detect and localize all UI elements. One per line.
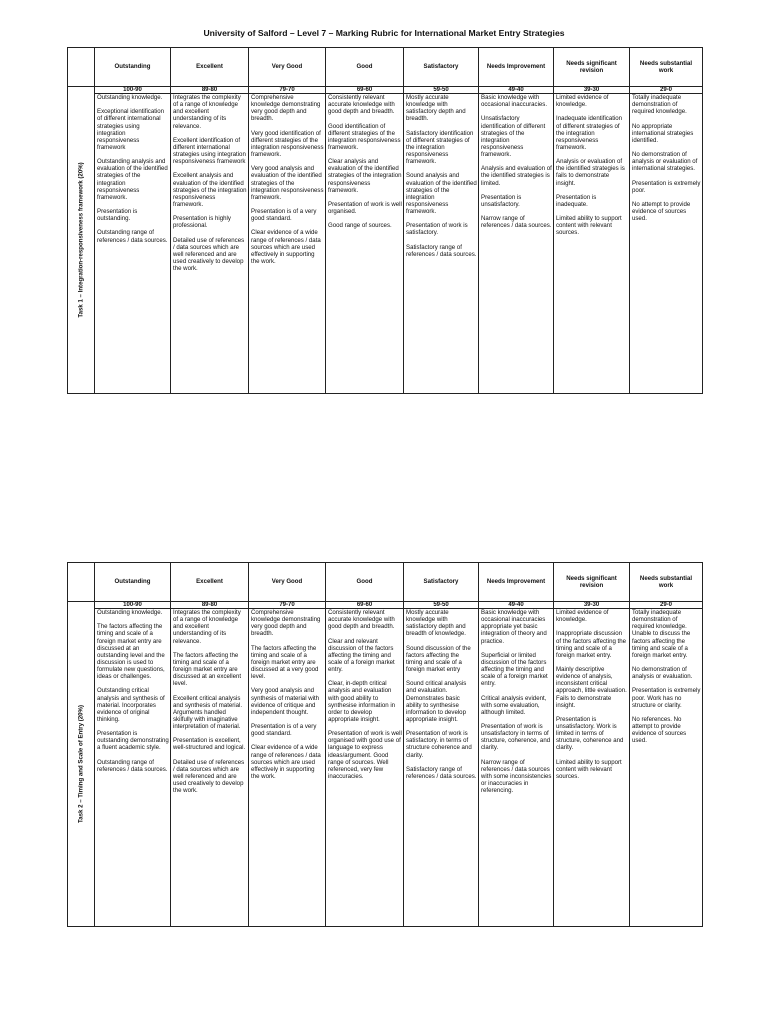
criteria-text: Comprehensive knowledge demonstrating very good depth and breadth. Very good identification of different strategies of the integration responsiveness framework. Very good analysis and evaluation of the identified strategies of the integration responsiveness framework. Presentation is of a very good standard. Clear evidence of a wide range of references / data sources which are used effectively in supporting the work.	[251, 94, 324, 265]
range-cell: 49-40	[479, 602, 554, 609]
criteria-text: Basic knowledge with occasional inaccuracies. Unsatisfactory identification of different strategies of the integration responsiveness framework. Analysis and evaluation of the identified strategies is limited. Presentation is unsatisfactory. Narrow range of references / data sources.	[481, 94, 552, 230]
criteria-row	[68, 94, 703, 394]
task-label: Task 1 – Integration-responsiveness framework (20%)	[77, 162, 85, 318]
col-header: Needs substantial work	[630, 48, 703, 87]
criteria-text: Integrates the complexity of a range of knowledge and excellent understanding of its relevance. The factors affecting the timing and scale of a foreign market entry are discussed at an excellent level. Excellent critical analysis and synthesis of material. Arguments handled skilfully with imaginative interpretation of material. Presentation is excellent, well-structured and logical. Detailed use of references / data sources which are well referenced and are used creatively to develop the work.	[173, 609, 246, 795]
rubric-table-task-2	[67, 562, 703, 927]
criteria-cell	[479, 94, 554, 394]
col-header: Needs significant revision	[554, 563, 630, 602]
range-cell: 89-80	[171, 87, 249, 94]
criteria-cell	[479, 609, 554, 927]
criteria-text: Totally inadequate demonstration of required knowledge. Unable to discuss the factors affecting the timing and scale of a foreign market entry. No demonstration of analysis or evaluation. Presentation is extremely poor. Work has no structure or clarity. No references. No attempt to provide evidence of sources used.	[632, 609, 701, 745]
criteria-cell	[404, 94, 479, 394]
criteria-text: Mostly accurate knowledge with satisfactory depth and breadth. Satisfactory identification of different strategies of the integration responsiveness framework. Sound analysis and evaluation of the identified strategies of the integration responsiveness framework. Presentation of work is satisfactory. Satisfactory range of references / data sources.	[406, 94, 477, 258]
criteria-text: Comprehensive knowledge demonstrating very good depth and breadth. The factors affecting the timing and scale of a foreign market entry are discussed at a very good level. Very good analysis and synthesis of material with evidence of critique and independent thought. Presentation is of a very good standard. Clear evidence of a wide range of references / data sources which are used effectively in supporting the work.	[251, 609, 321, 780]
criteria-cell	[404, 609, 479, 927]
header-row	[68, 48, 703, 87]
range-cell: 100-90	[95, 87, 171, 94]
criteria-text: Outstanding knowledge. The factors affecting the timing and scale of a foreign market entry are discussed at an outstanding level and the discussion is used to formulate new questions, ideas or challenges. Outstanding critical analysis and synthesis of material. Incorporates evidence of original thinking. Presentation is outstanding demonstrating a fluent academic style. Outstanding range of references / data sources.	[97, 609, 169, 773]
col-header: Outstanding	[95, 48, 171, 87]
criteria-text: Limited evidence of knowledge. Inadequate identification of different strategies of the integration responsiveness framework. Analysis or evaluation of the identified strategies is fails to demonstrate insight. Presentation is inadequate. Limited ability to support content with relevant sources.	[556, 94, 625, 237]
col-header: Outstanding	[95, 563, 171, 602]
range-cell: 39-30	[554, 602, 630, 609]
range-cell: 89-80	[171, 602, 249, 609]
task-label-cell	[68, 87, 95, 394]
criteria-cell	[630, 609, 703, 927]
criteria-text: Limited evidence of knowledge. Inappropriate discussion of the factors affecting the timing and scale of a foreign market entry. Mainly descriptive evidence of analysis, inconsistent critical approach, little evaluation. Fails to demonstrate insight. Presentation is unsatisfactory. Work is limited in terms of structure, coherence and clarity. Limited ability to support content with relevant sources.	[556, 609, 627, 780]
range-cell: 39-30	[554, 87, 630, 94]
criteria-text: Outstanding knowledge. Exceptional identification of different international strategies using integration responsiveness framework Outstanding analysis and evaluation of the identified strategies of the integration responsiveness framework. Presentation is outstanding. Outstanding range of references / data sources.	[97, 94, 168, 244]
range-cell: 29-0	[630, 602, 703, 609]
col-header: Needs substantial work	[630, 563, 703, 602]
criteria-text: Consistently relevant accurate knowledge with good depth and breadth. Clear and relevant discussion of the factors affecting the timing and scale of a foreign market entry. Clear, in-depth critical analysis and evaluation with good ability to synthesise information in order to develop appropriate insight. Presentation of work is well organised with good use of language to express ideas/argument. Good range of sources. Well referenced, very few inaccuracies.	[328, 609, 402, 780]
range-cell: 59-50	[404, 602, 479, 609]
range-cell: 100-90	[95, 602, 171, 609]
corner-cell	[68, 563, 95, 602]
criteria-cell	[554, 609, 630, 927]
task-label-cell	[68, 602, 95, 927]
col-header: Good	[326, 48, 404, 87]
range-cell: 69-60	[326, 602, 404, 609]
criteria-text: Consistently relevant accurate knowledge with good depth and breadth. Good identification of different strategies of the integration responsiveness framework. Clear analysis and evaluation of the identified strategies of the integration responsiveness framework. Presentation of work is well organised. Good range of sources.	[328, 94, 402, 230]
criteria-cell	[630, 94, 703, 394]
criteria-text: Integrates the complexity of a range of knowledge and excellent understanding of its relevance. Excellent identification of different international strategies using integration responsiveness framework Excellent analysis and evaluation of the identified strategies of the integration responsiveness framework. Presentation is highly professional. Detailed use of references / data sources which are well referenced and are used creatively to develop the work.	[173, 94, 247, 272]
criteria-row	[68, 609, 703, 927]
col-header: Good	[326, 563, 404, 602]
criteria-cell	[171, 609, 249, 927]
range-cell: 59-50	[404, 87, 479, 94]
col-header: Needs Improvement	[479, 563, 554, 602]
corner-cell	[68, 48, 95, 87]
criteria-text: Basic knowledge with occasional inaccuracies appropriate yet basic integration of theory and practice. Superficial or limited discussion of the factors affecting the timing and scale of a foreign market entry. Critical analysis evident, with some evaluation, although limited. Presentation of work is unsatisfactory in terms of structure, coherence, and clarity. Narrow range of references / data sources with some inconsistencies or inaccuracies in referencing.	[481, 609, 552, 795]
criteria-cell	[95, 609, 171, 927]
col-header: Excellent	[171, 48, 249, 87]
range-cell: 29-0	[630, 87, 703, 94]
col-header: Excellent	[171, 563, 249, 602]
col-header: Satisfactory	[404, 48, 479, 87]
document-title: University of Salford – Level 7 – Marking Rubric for International Market Entry Strategies	[203, 28, 565, 38]
range-row	[68, 87, 703, 94]
criteria-cell	[326, 94, 404, 394]
col-header: Needs significant revision	[554, 48, 630, 87]
task-label: Task 2 – Timing and Scale of Entry (20%)	[77, 705, 85, 823]
col-header: Very Good	[249, 563, 326, 602]
col-header: Satisfactory	[404, 563, 479, 602]
range-cell: 79-70	[249, 87, 326, 94]
criteria-cell	[554, 94, 630, 394]
criteria-text: Totally inadequate demonstration of required knowledge. No appropriate international strategies identified. No demonstration of analysis or evaluation of international strategies. Presentation is extremely poor. No attempt to provide evidence of sources used.	[632, 94, 701, 223]
criteria-cell	[171, 94, 249, 394]
criteria-cell	[95, 94, 171, 394]
range-row	[68, 602, 703, 609]
criteria-cell	[249, 609, 326, 927]
criteria-cell	[249, 94, 326, 394]
range-cell: 69-60	[326, 87, 404, 94]
header-row	[68, 563, 703, 602]
range-cell: 79-70	[249, 602, 326, 609]
criteria-text: Mostly accurate knowledge with satisfactory depth and breadth of knowledge. Sound discussion of the factors affecting the timing and scale of a foreign market entry Sound critical analysis and evaluation. Demonstrates basic ability to synthesise information to develop appropriate insight. Presentation of work is satisfactory. in terms of structure coherence and clarity. Satisfactory range of references / data sources.	[406, 609, 477, 780]
rubric-table-task-1	[67, 47, 703, 394]
range-cell: 49-40	[479, 87, 554, 94]
criteria-cell	[326, 609, 404, 927]
col-header: Very Good	[249, 48, 326, 87]
col-header: Needs Improvement	[479, 48, 554, 87]
